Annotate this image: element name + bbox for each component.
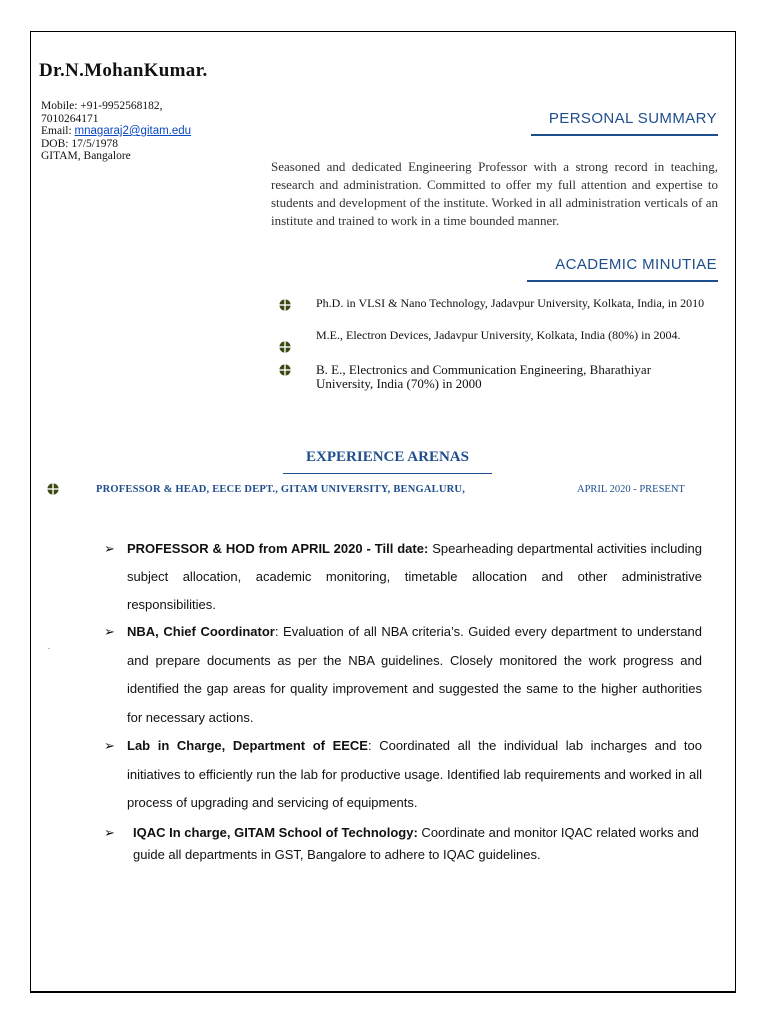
duty-title: Lab in Charge, Department of EECE [127, 738, 368, 753]
duty-item [104, 732, 702, 818]
academic-item [270, 297, 710, 327]
duty-title: IQAC In charge, GITAM School of Technology: [133, 825, 418, 840]
email-label: Email: [41, 125, 75, 137]
arrow-bullet-icon: ➢ [104, 624, 115, 639]
duty-text: : Coordinated all the individual lab incharges and too initiatives to efficiently run the lab for productive usage. Identified lab requirements and worked in all process of upgrading and servicing of equipments. [127, 738, 702, 810]
mobile-line-2: 7010264171 [41, 112, 99, 125]
experience-date: APRIL 2020 - PRESENT [577, 484, 685, 495]
academic-item-text: B. E., Electronics and Communication Engineering, Bharathiyar University, India (70%) in 2000 [316, 362, 652, 391]
arrow-bullet-icon: ➢ [104, 825, 115, 840]
contact-block [41, 100, 241, 163]
duty-item [104, 535, 702, 619]
personal-summary-text: Seasoned and dedicated Engineering Professor with a strong record in teaching, research and administration. Committed to offer my full attention and expertise to students and development of the institute. Worked in all administration verticals of an institute and trained to work in a time bounded manner. [271, 159, 718, 228]
flower-bullet-icon [279, 341, 291, 353]
duty-text: Spearheading departmental activities including subject allocation, academic monitoring, timetable allocation and other administrative responsibilities. [127, 541, 702, 612]
academic-heading: ACADEMIC MINUTIAE [555, 256, 717, 273]
academic-item [270, 329, 710, 365]
academic-item-text: M.E., Electron Devices, Jadavpur University, Kolkata, India (80%) in 2004. [316, 328, 681, 342]
stray-mark: . [48, 642, 50, 651]
arrow-bullet-icon: ➢ [104, 541, 115, 556]
personal-summary-heading: PERSONAL SUMMARY [548, 110, 717, 127]
experience-heading: EXPERIENCE ARENAS [306, 449, 469, 465]
academic-item [270, 363, 710, 391]
dob-line: DOB: 17/5/1978 [41, 137, 118, 150]
duty-text: : Evaluation of all NBA criteria’s. Guided every department to understand and prepare documents as per the NBA guidelines. Closely monitored the work progress and identified the gap areas for quality improvement and suggested the same to the higher authorities for necessary actions. [127, 624, 702, 725]
duty-text: Coordinate and monitor IQAC related works and guide all departments in GST, Bangalore to adhere to IQAC guidelines. [133, 825, 699, 862]
email-link[interactable]: mnagaraj2@gitam.edu [74, 125, 192, 137]
candidate-name: Dr.N.MohanKumar. [39, 60, 208, 81]
flower-bullet-icon [47, 483, 59, 495]
experience-role: PROFESSOR & HEAD, EECE DEPT., GITAM UNIVERSITY, BENGALURU, [96, 484, 466, 495]
experience-rule [283, 473, 492, 474]
academic-rule [527, 280, 718, 282]
flower-bullet-icon [279, 299, 291, 311]
duty-title: PROFESSOR & HOD from APRIL 2020 - Till date: [127, 541, 429, 556]
duty-item [104, 618, 702, 732]
academic-list [270, 297, 710, 391]
arrow-bullet-icon: ➢ [104, 738, 115, 753]
mobile-line-1: Mobile: +91-9952568182, [41, 100, 163, 112]
duty-item [104, 822, 702, 866]
email-line [41, 125, 241, 138]
location-line: GITAM, Bangalore [41, 150, 131, 162]
flower-bullet-icon [279, 364, 291, 376]
academic-item-text: Ph.D. in VLSI & Nano Technology, Jadavpur University, Kolkata, India, in 2010 [316, 296, 705, 310]
duty-title: NBA, Chief Coordinator [127, 624, 275, 639]
personal-summary-rule [531, 134, 718, 136]
